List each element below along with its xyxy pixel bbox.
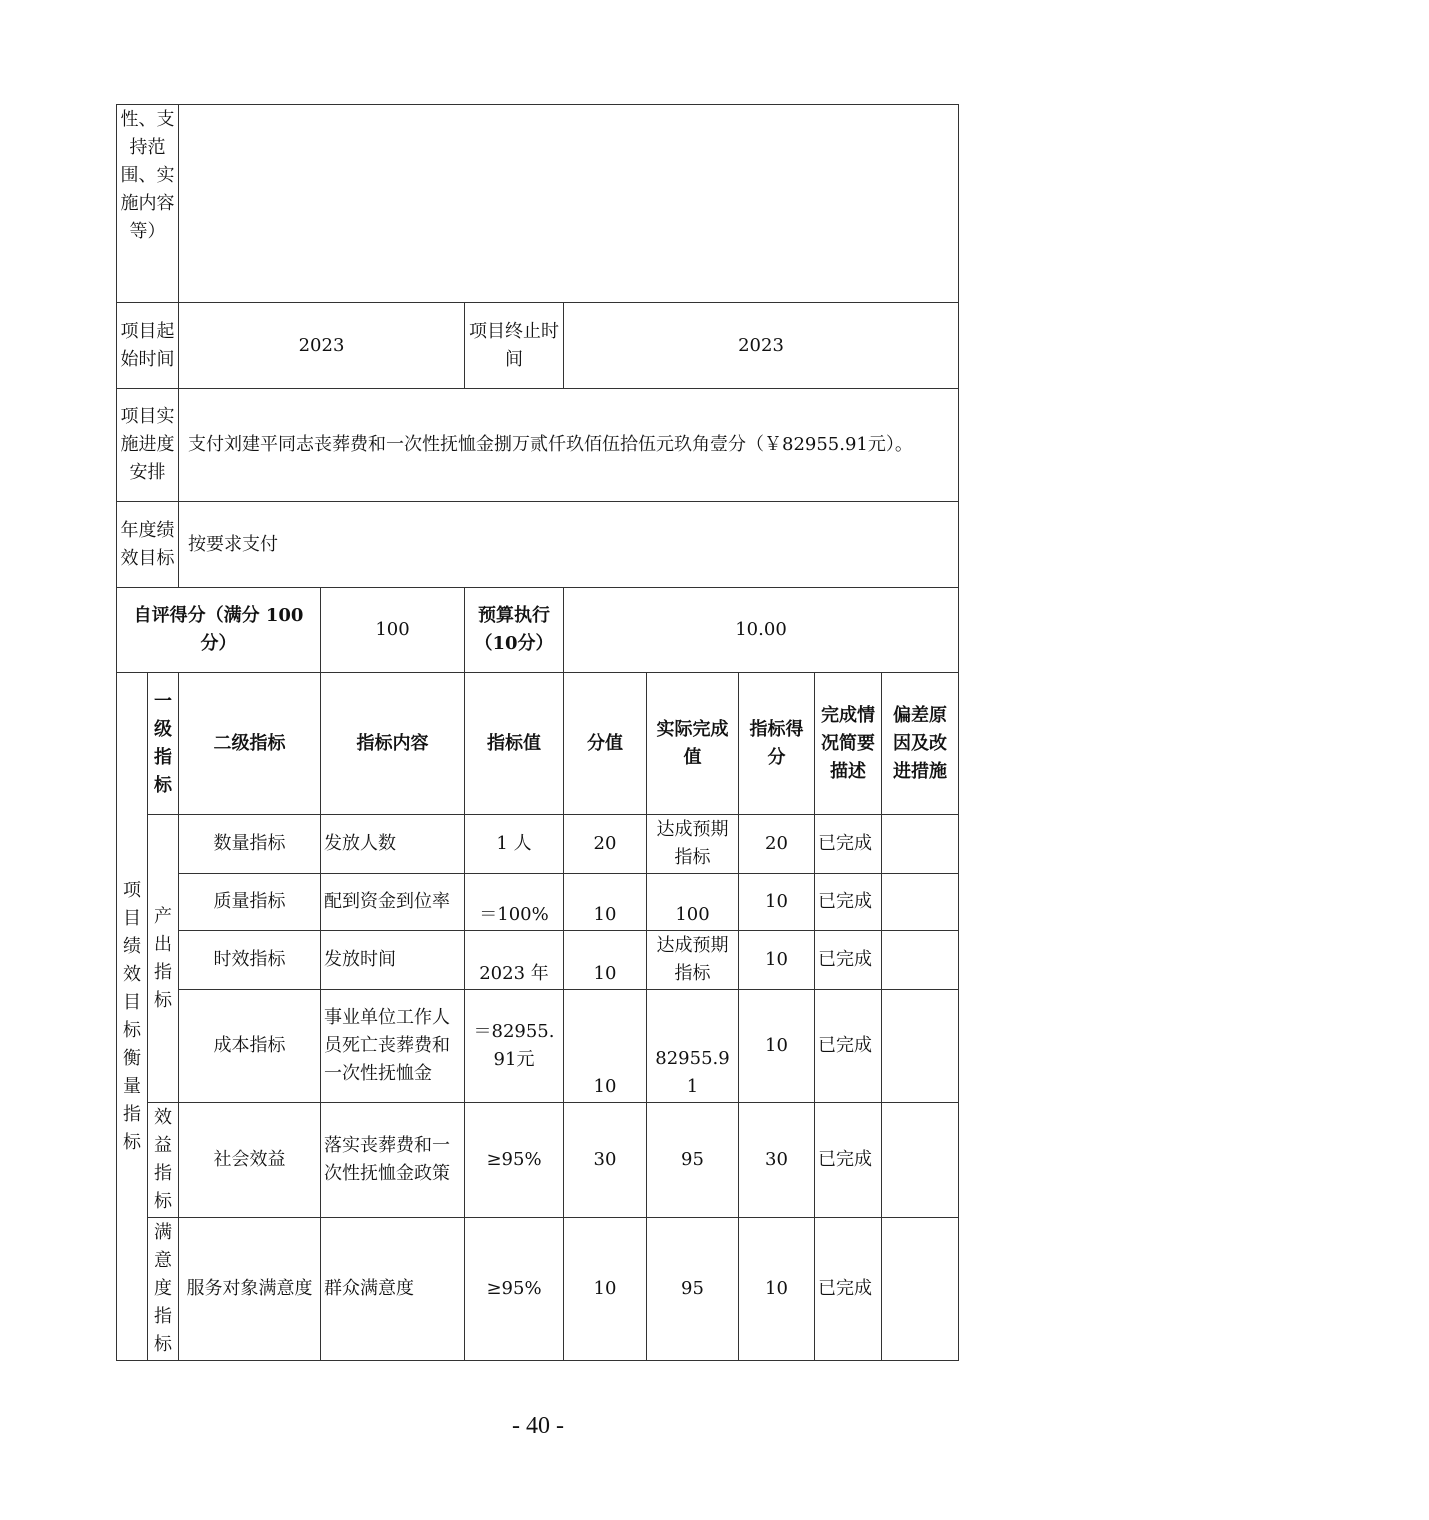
score-cell: 10 — [564, 874, 647, 931]
desc-cell: 已完成 — [815, 1103, 882, 1218]
table-row — [117, 931, 959, 990]
budget-execution-value: 10.00 — [564, 588, 959, 673]
got-cell: 30 — [739, 1103, 815, 1218]
header-content: 指标内容 — [321, 673, 465, 815]
scope-row — [117, 105, 959, 303]
annual-goal-row — [117, 502, 959, 588]
desc-cell: 已完成 — [815, 874, 882, 931]
reason-cell — [882, 1218, 959, 1361]
start-time-label: 项目起始时间 — [117, 303, 179, 389]
header-level1: 一级指标 — [148, 673, 179, 815]
score-cell: 20 — [564, 815, 647, 874]
schedule-label: 项目实施进度安排 — [117, 389, 179, 502]
actual-cell: 达成预期指标 — [647, 815, 739, 874]
content-cell: 落实丧葬费和一次性抚恤金政策 — [321, 1103, 465, 1218]
got-cell: 10 — [739, 874, 815, 931]
table-row — [117, 874, 959, 931]
score-cell: 30 — [564, 1103, 647, 1218]
desc-cell: 已完成 — [815, 990, 882, 1103]
schedule-content: 支付刘建平同志丧葬费和一次性抚恤金捌万贰仟玖佰伍拾伍元玖角壹分（￥82955.91元）。 — [179, 389, 959, 502]
level2-cell: 成本指标 — [179, 990, 321, 1103]
target-cell: ＝82955.91元 — [465, 990, 564, 1103]
actual-cell: 82955.91 — [647, 990, 739, 1103]
outer-indicator-label: 项目绩效目标衡量指标 — [117, 673, 148, 1361]
table-row — [117, 1218, 959, 1361]
desc-cell: 已完成 — [815, 931, 882, 990]
desc-cell: 已完成 — [815, 1218, 882, 1361]
group-benefit: 效益指标 — [148, 1103, 179, 1218]
actual-cell: 95 — [647, 1103, 739, 1218]
self-score-row — [117, 588, 959, 673]
got-cell: 10 — [739, 1218, 815, 1361]
reason-cell — [882, 874, 959, 931]
got-cell: 10 — [739, 931, 815, 990]
header-got: 指标得分 — [739, 673, 815, 815]
start-time-value: 2023 — [179, 303, 465, 389]
reason-cell — [882, 990, 959, 1103]
target-cell: ＝100% — [465, 874, 564, 931]
content-cell: 发放人数 — [321, 815, 465, 874]
end-time-label: 项目终止时间 — [465, 303, 564, 389]
actual-cell: 100 — [647, 874, 739, 931]
end-time-value: 2023 — [564, 303, 959, 389]
header-actual: 实际完成值 — [647, 673, 739, 815]
level2-cell: 数量指标 — [179, 815, 321, 874]
indicator-header-row — [117, 673, 959, 815]
header-desc: 完成情况简要描述 — [815, 673, 882, 815]
reason-cell — [882, 815, 959, 874]
scope-label: 性、支持范围、实施内容等） — [117, 105, 179, 303]
got-cell: 20 — [739, 815, 815, 874]
table-row — [117, 815, 959, 874]
level2-cell: 质量指标 — [179, 874, 321, 931]
annual-goal-label: 年度绩效目标 — [117, 502, 179, 588]
header-reason: 偏差原因及改进措施 — [882, 673, 959, 815]
scope-content — [179, 105, 959, 303]
level2-cell: 服务对象满意度 — [179, 1218, 321, 1361]
schedule-row — [117, 389, 959, 502]
annual-goal-content: 按要求支付 — [179, 502, 959, 588]
score-cell: 10 — [564, 931, 647, 990]
group-output: 产出指标 — [148, 815, 179, 1103]
budget-execution-label: 预算执行（10分） — [465, 588, 564, 673]
content-cell: 事业单位工作人员死亡丧葬费和一次性抚恤金 — [321, 990, 465, 1103]
self-score-label: 自评得分（满分 100 分） — [117, 588, 321, 673]
performance-table — [116, 104, 959, 1361]
target-cell: ≥95% — [465, 1103, 564, 1218]
page-number: - 40 - — [512, 1413, 564, 1439]
reason-cell — [882, 1103, 959, 1218]
header-score: 分值 — [564, 673, 647, 815]
table-row — [117, 1103, 959, 1218]
level2-cell: 社会效益 — [179, 1103, 321, 1218]
actual-cell: 95 — [647, 1218, 739, 1361]
content-cell: 群众满意度 — [321, 1218, 465, 1361]
header-level2: 二级指标 — [179, 673, 321, 815]
actual-cell: 达成预期指标 — [647, 931, 739, 990]
self-score-value: 100 — [321, 588, 465, 673]
table-row — [117, 990, 959, 1103]
content-cell: 发放时间 — [321, 931, 465, 990]
got-cell: 10 — [739, 990, 815, 1103]
header-target: 指标值 — [465, 673, 564, 815]
score-cell: 10 — [564, 990, 647, 1103]
score-cell: 10 — [564, 1218, 647, 1361]
level2-cell: 时效指标 — [179, 931, 321, 990]
reason-cell — [882, 931, 959, 990]
target-cell: 2023 年 — [465, 931, 564, 990]
period-row — [117, 303, 959, 389]
target-cell: ≥95% — [465, 1218, 564, 1361]
desc-cell: 已完成 — [815, 815, 882, 874]
content-cell: 配到资金到位率 — [321, 874, 465, 931]
target-cell: 1 人 — [465, 815, 564, 874]
group-satisfaction: 满意度指标 — [148, 1218, 179, 1361]
